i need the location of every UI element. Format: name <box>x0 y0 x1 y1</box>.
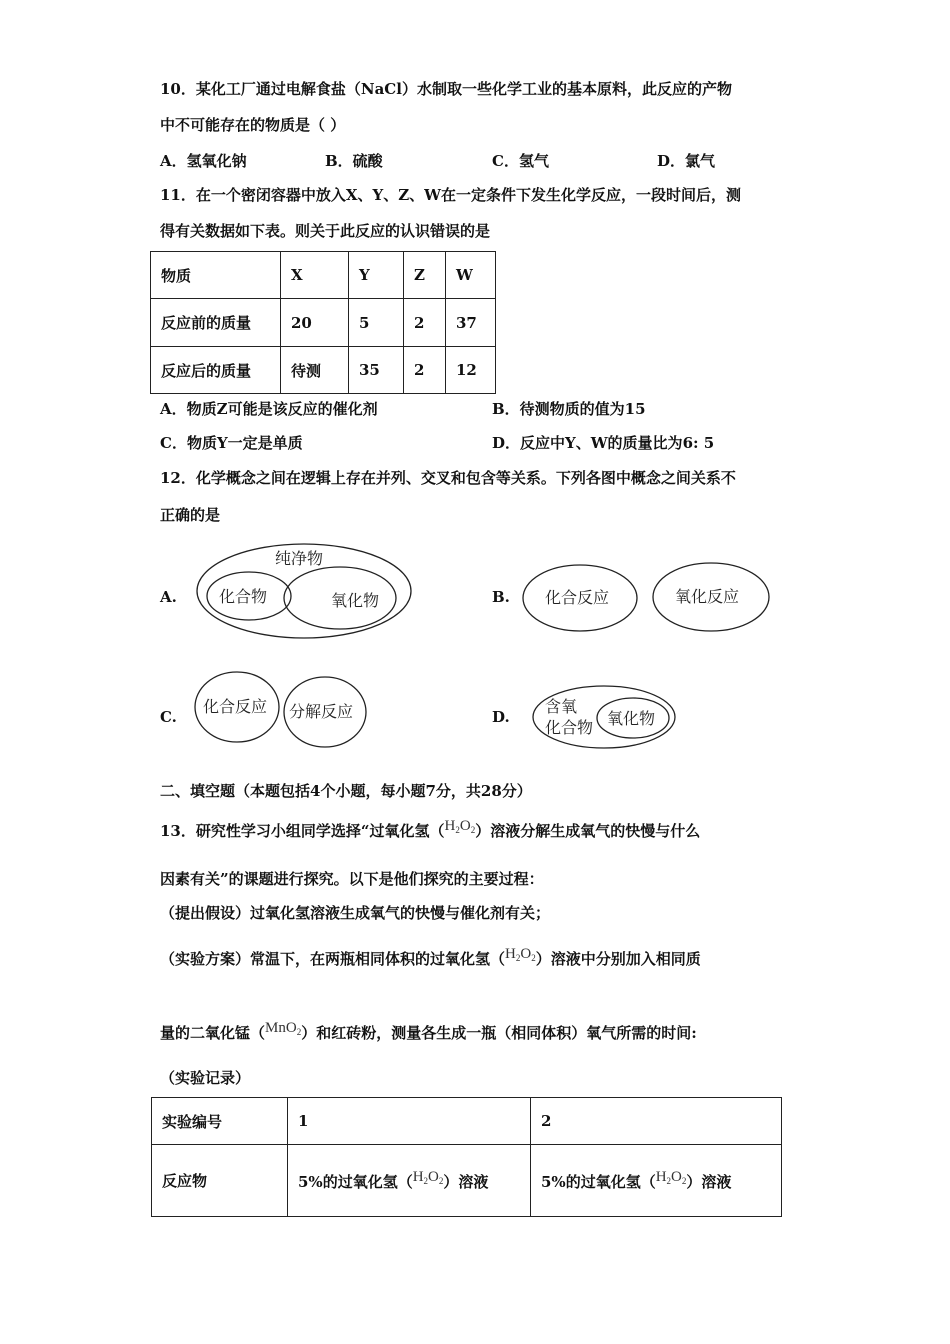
q13-plan-line2: 量的二氧化锰（MnO$_2$）和红砖粉，测量各生成一瓶（相同体积）氧气所需的时间: <box>160 1020 697 1042</box>
q12-stem-line1: 12．化学概念之间在逻辑上存在并列、交叉和包含等关系。下列各图中概念之间关系不 <box>160 469 736 487</box>
table-cell: 待测 <box>281 347 349 394</box>
q12-option-a-label: A. <box>160 588 177 606</box>
table-cell: 5 <box>349 299 404 347</box>
q10-option-d: D．氯气 <box>657 152 716 170</box>
table-cell: 反应物 <box>152 1145 288 1217</box>
table-row <box>152 1098 782 1145</box>
q11-stem-line2: 得有关数据如下表。则关于此反应的认识错误的是 <box>160 222 491 240</box>
diagram-c <box>195 672 366 747</box>
table-cell: Z <box>404 252 446 299</box>
q10-option-b: B．硫酸 <box>325 152 383 170</box>
q12-option-d-label: D. <box>492 708 510 726</box>
q13-line1-post: ）溶液分解生成氧气的快慢与什么 <box>475 822 701 840</box>
q12-option-c-label: C. <box>160 708 177 726</box>
diagram-d-inner-label: 氧化物 <box>607 709 656 728</box>
diagram-c-right-label: 分解反应 <box>289 702 354 721</box>
q13-record-heading: （实验记录） <box>160 1069 251 1087</box>
diagram-b-left-label: 化合反应 <box>545 588 610 607</box>
h2o2-formula: $H_2O_2$ <box>444 818 476 835</box>
q13-stem-line1 <box>160 818 700 841</box>
h2o2-formula: $H_2O_2$ <box>412 1169 444 1186</box>
table-cell: Y <box>349 252 404 299</box>
h2o2-formula: $H_2O_2$ <box>505 946 536 963</box>
table-cell: 2 <box>404 347 446 394</box>
q11-stem-line1: 11．在一个密闭容器中放入X、Y、Z、W在一定条件下发生化学反应，一段时间后，测 <box>160 186 742 204</box>
table-cell: 2 <box>404 299 446 347</box>
table-cell: X <box>281 252 349 299</box>
q11-option-d: D．反应中Y、W的质量比为6: 5 <box>492 434 715 452</box>
diagram-a-left-label: 化合物 <box>219 587 268 606</box>
table-cell: 1 <box>288 1098 531 1145</box>
mno2-formula: MnO$_2$ <box>265 1020 302 1037</box>
q10-stem-line2: 中不可能存在的物质是（ ） <box>160 116 346 134</box>
diagram-b <box>523 563 769 631</box>
q12-stem-line2: 正确的是 <box>160 506 221 524</box>
table-cell: 5%的过氧化氢$(H_2O_2)$溶液 <box>531 1145 782 1217</box>
q13-record-table <box>151 1097 782 1217</box>
table-cell: 37 <box>446 299 496 347</box>
diagram-c-left-label: 化合反应 <box>203 697 268 716</box>
table-cell: 2 <box>531 1098 782 1145</box>
table-cell: W <box>446 252 496 299</box>
q11-option-b: B．待测物质的值为15 <box>492 400 646 418</box>
diagram-a-outer-label: 纯净物 <box>275 549 324 568</box>
q11-option-c: C．物质Y一定是单质 <box>160 434 303 452</box>
table-cell: 反应前的质量 <box>151 299 281 347</box>
q13-plan-line1: （实验方案）常温下，在两瓶相同体积的过氧化氢$(H_2O_2)$溶液中分别加入相同质 <box>160 946 701 968</box>
diagram-d-outer-label-1: 含氧 <box>545 697 578 716</box>
diagram-d-outer-label-2: 化合物 <box>545 718 594 737</box>
table-cell: 反应后的质量 <box>151 347 281 394</box>
q13-line1-pre: 13．研究性学习小组同学选择“过氧化氢（ <box>160 822 445 840</box>
q12-option-b-label: B. <box>492 588 510 606</box>
diagram-b-right-label: 氧化反应 <box>675 587 740 606</box>
diagram-a <box>197 544 411 638</box>
table-cell: 5%的过氧化氢$(H_2O_2)$溶液 <box>288 1145 531 1217</box>
q10-option-a: A．氢氧化钠 <box>160 152 247 170</box>
h2o2-formula: $H_2O_2$ <box>655 1169 687 1186</box>
table-row <box>152 1145 782 1217</box>
section-2-title: 二、填空题（本题包括4个小题，每小题7分，共28分） <box>160 782 532 800</box>
table-cell: 物质 <box>151 252 281 299</box>
q13-stem-line2: 因素有关”的课题进行探究。以下是他们探究的主要过程： <box>160 870 544 888</box>
q10-stem-line1: 10．某化工厂通过电解食盐（NaCl）水制取一些化学工业的基本原料，此反应的产物 <box>160 80 732 98</box>
table-cell: 20 <box>281 299 349 347</box>
diagram-a-right-label: 氧化物 <box>331 591 380 610</box>
q11-option-a: A．物质Z可能是该反应的催化剂 <box>160 400 378 418</box>
q13-hypothesis: （提出假设）过氧化氢溶液生成氧气的快慢与催化剂有关； <box>160 904 551 922</box>
diagram-d <box>533 686 675 748</box>
table-cell: 实验编号 <box>152 1098 288 1145</box>
table-cell: 12 <box>446 347 496 394</box>
table-cell: 35 <box>349 347 404 394</box>
q10-option-c: C．氢气 <box>492 152 549 170</box>
